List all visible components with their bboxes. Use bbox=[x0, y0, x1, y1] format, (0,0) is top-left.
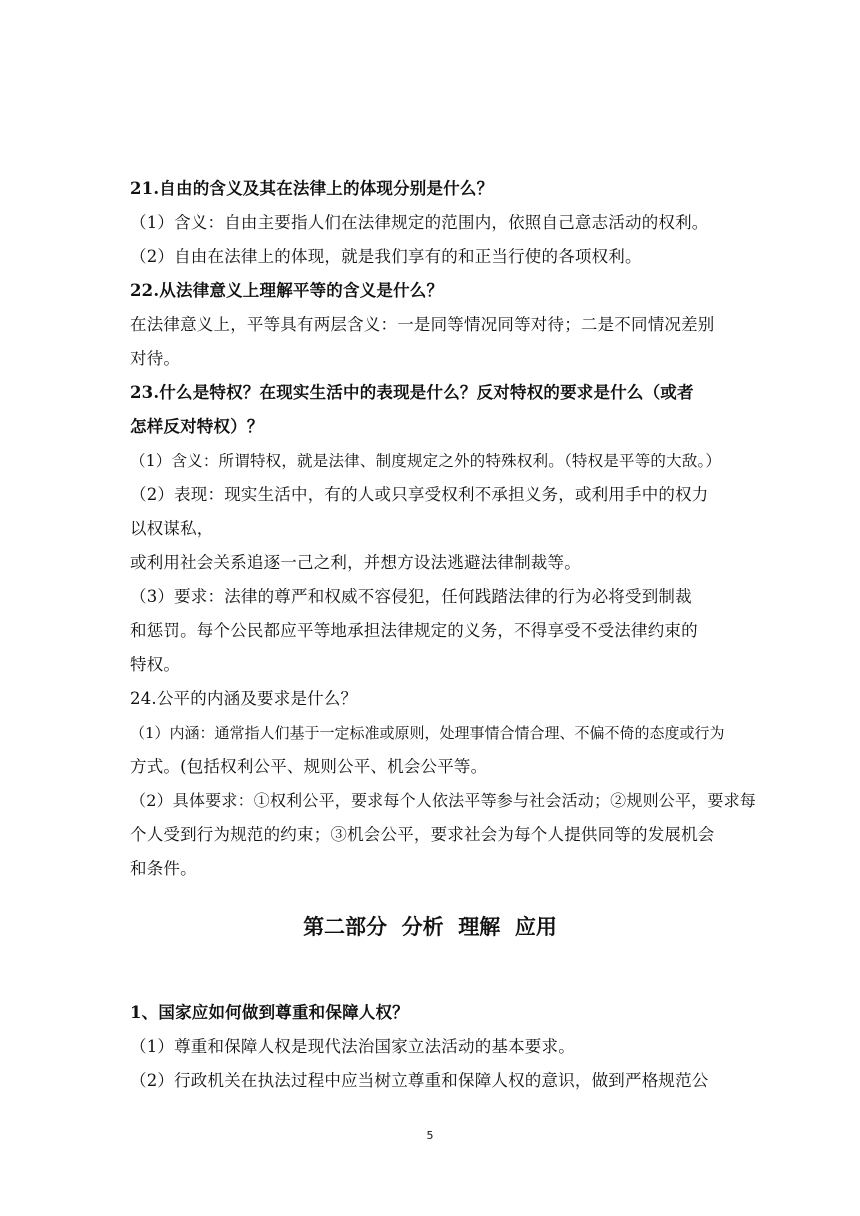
section-question-1-heading: 1、国家应如何做到尊重和保障人权？ bbox=[130, 1003, 409, 1022]
paragraph-line: 特权。 bbox=[130, 655, 181, 674]
paragraph-line: （2）行政机关在执法过程中应当树立尊重和保障人权的意识，做到严格规范公 bbox=[130, 1071, 709, 1090]
paragraph-line: 在法律意义上，平等具有两层含义：一是同等情况同等对待；二是不同情况差别 bbox=[130, 315, 715, 334]
paragraph-line: 对待。 bbox=[130, 349, 181, 368]
question-21-heading: 21.自由的含义及其在法律上的体现分别是什么？ bbox=[130, 179, 494, 198]
paragraph-line: 个人受到行为规范的约束；③机会公平，要求社会为每个人提供同等的发展机会 bbox=[130, 825, 715, 844]
paragraph-line: （3）要求：法律的尊严和权威不容侵犯，任何践踏法律的行为必将受到制裁 bbox=[130, 587, 692, 606]
paragraph-line: 和惩罚。每个公民都应平等地承担法律规定的义务，不得享受不受法律约束的 bbox=[130, 621, 698, 640]
paragraph-line: （1）含义：自由主要指人们在法律规定的范围内，依照自己意志活动的权利。 bbox=[130, 213, 709, 232]
section-title: 第二部分 分析 理解 应用 bbox=[303, 915, 557, 939]
paragraph-line: 或利用社会关系追逐一己之利，并想方设法逃避法律制裁等。 bbox=[130, 553, 581, 572]
paragraph-line: （1）含义：所谓特权，就是法律、制度规定之外的特殊权利。（特权是平等的大敌。） bbox=[130, 452, 722, 470]
paragraph-line: 和条件。 bbox=[130, 859, 197, 878]
question-22-heading: 22.从法律意义上理解平等的含义是什么？ bbox=[130, 281, 444, 300]
question-23-heading: 23.什么是特权？在现实生活中的表现是什么？反对特权的要求是什么（或者 bbox=[130, 383, 694, 402]
paragraph-line: 方式。(包括权利公平、规则公平、机会公平等。 bbox=[130, 757, 488, 776]
question-24-heading: 24.公平的内涵及要求是什么？ bbox=[130, 689, 358, 708]
paragraph-line: （1）内涵：通常指人们基于一定标准或原则，处理事情合情合理、不偏不倚的态度或行为 bbox=[130, 724, 725, 742]
paragraph-line: （2）表现：现实生活中，有的人或只享受权利不承担义务，或利用手中的权力 bbox=[130, 485, 709, 504]
question-23-heading-cont: 怎样反对特权）？ bbox=[130, 417, 264, 436]
paragraph-line: （2）具体要求：①权利公平，要求每个人依法平等参与社会活动；②规则公平，要求每 bbox=[130, 791, 756, 810]
paragraph-line: 以权谋私， bbox=[130, 519, 214, 538]
paragraph-line: （1）尊重和保障人权是现代法治国家立法活动的基本要求。 bbox=[130, 1037, 575, 1056]
page-number: 5 bbox=[426, 1129, 434, 1142]
paragraph-line: （2）自由在法律上的体现，就是我们享有的和正当行使的各项权利。 bbox=[130, 247, 642, 266]
